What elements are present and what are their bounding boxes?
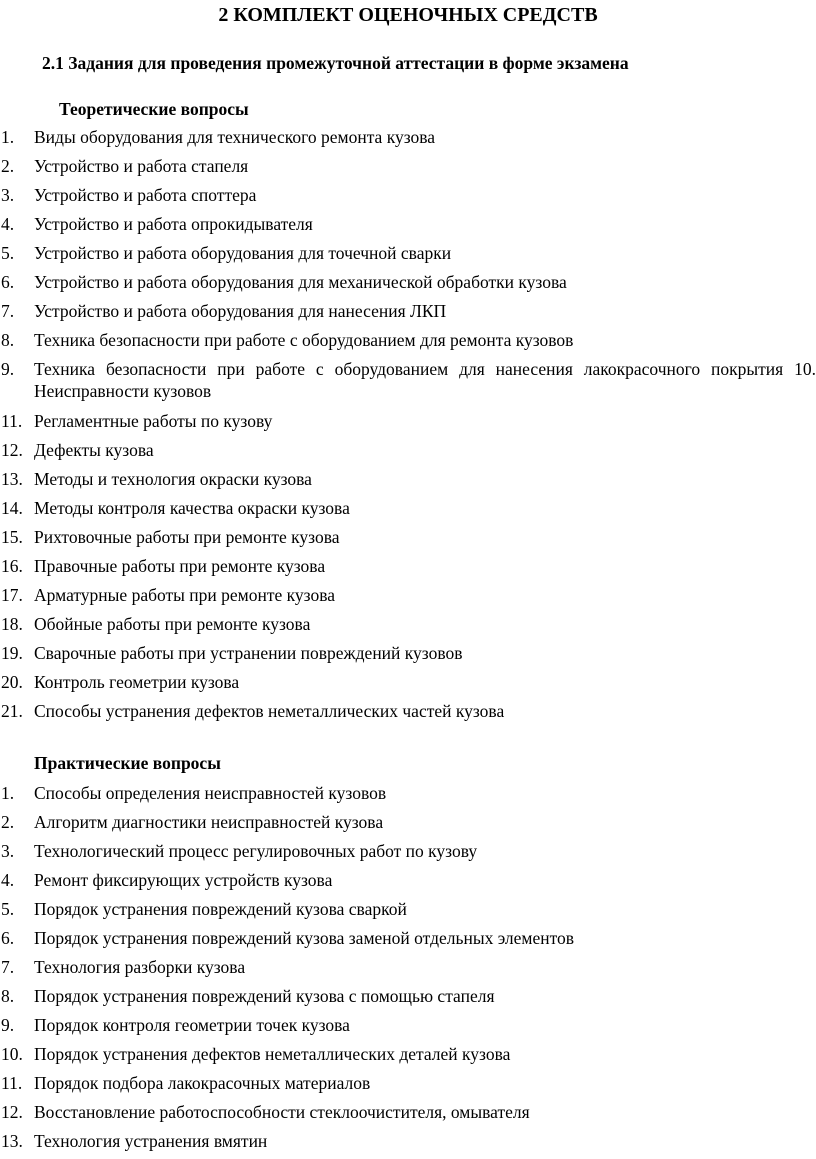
list-item-number: 11. — [1, 1073, 23, 1093]
list-item — [0, 642, 816, 671]
list-item-text: Порядок устранения повреждений кузова заменой отдельных элементов — [34, 928, 575, 948]
list-item-text: Порядок устранения дефектов неметаллических деталей кузова — [34, 1044, 511, 1064]
list-item-text: Рихтовочные работы при ремонте кузова — [34, 527, 340, 547]
list-item — [0, 898, 816, 927]
list-item-text: Регламентные работы по кузову — [34, 411, 273, 431]
list-item-number: 2. — [1, 812, 15, 832]
list-item — [0, 555, 816, 584]
list-item — [0, 526, 816, 555]
list-item-number: 13. — [1, 1131, 23, 1151]
list-item-text: Порядок контроля геометрии точек кузова — [34, 1015, 350, 1035]
list-item-text: Дефекты кузова — [34, 440, 154, 460]
list-item-number: 3. — [1, 185, 15, 205]
list-item-text: Методы контроля качества окраски кузова — [34, 498, 350, 518]
list-item — [0, 497, 816, 526]
list-item-number: 17. — [1, 585, 23, 605]
list-item-number: 18. — [1, 614, 23, 634]
list-item-number: 12. — [1, 440, 23, 460]
list-item — [0, 1130, 816, 1159]
list-item — [0, 782, 816, 811]
list-item — [0, 213, 816, 242]
list-item-number: 1. — [1, 783, 15, 803]
list-item-text: Порядок устранения повреждений кузова сваркой — [34, 899, 407, 919]
list-item-number: 14. — [1, 498, 23, 518]
list-item-number: 19. — [1, 643, 23, 663]
list-item — [0, 155, 816, 184]
list-item-text: Ремонт фиксирующих устройств кузова — [34, 870, 333, 890]
list-item — [0, 410, 816, 439]
list-item — [0, 300, 816, 329]
list-item-text: Способы устранения дефектов неметаллических частей кузова — [34, 701, 505, 721]
list-item-text: Порядок устранения повреждений кузова с помощью стапеля — [34, 986, 495, 1006]
list-item-number: 9. — [1, 1015, 15, 1035]
list-item-number: 6. — [1, 272, 15, 292]
list-item — [0, 1072, 816, 1101]
list-item-number: 8. — [1, 330, 15, 350]
list-item — [0, 271, 816, 300]
list-item-number: 13. — [1, 469, 23, 489]
list-item — [0, 840, 816, 869]
list-item — [0, 671, 816, 700]
list-item-text: Правочные работы при ремонте кузова — [34, 556, 326, 576]
list-item-number: 5. — [1, 243, 15, 263]
list-item — [0, 358, 816, 410]
list-item-text: Методы и технология окраски кузова — [34, 469, 312, 489]
section-subtitle: 2.1 Задания для проведения промежуточной аттестации в форме экзамена — [42, 53, 629, 73]
list-item-text: Алгоритм диагностики неисправностей кузова — [34, 812, 384, 832]
list-item — [0, 439, 816, 468]
list-item — [0, 1101, 816, 1130]
list-item-text: Устройство и работа оборудования для нанесения ЛКП — [34, 301, 447, 321]
list-item — [0, 329, 816, 358]
list-item-number: 16. — [1, 556, 23, 576]
list-item-number: 5. — [1, 899, 15, 919]
list-item-number: 6. — [1, 928, 15, 948]
list-item — [0, 613, 816, 642]
list-item-text: Устройство и работа оборудования для механической обработки кузова — [34, 272, 567, 292]
list-item — [0, 927, 816, 956]
list-item-text: Контроль геометрии кузова — [34, 672, 240, 692]
list-item-number: 11. — [1, 411, 23, 431]
list-item-text: Восстановление работоспособности стеклоочистителя, омывателя — [34, 1102, 530, 1122]
list-item-text: Технология разборки кузова — [34, 957, 246, 977]
list-item-text: Устройство и работа опрокидывателя — [34, 214, 313, 234]
list-item — [0, 811, 816, 840]
list-item-number: 9. — [1, 359, 15, 379]
list-item-text: Сварочные работы при устранении повреждений кузовов — [34, 643, 463, 663]
list-item — [0, 184, 816, 213]
list-item — [0, 869, 816, 898]
list-item — [0, 956, 816, 985]
list-item-number: 8. — [1, 986, 15, 1006]
list-item-text: Устройство и работа оборудования для точечной сварки — [34, 243, 452, 263]
list-item — [0, 126, 816, 155]
document-title: 2 КОМПЛЕКТ ОЦЕНОЧНЫХ СРЕДСТВ — [218, 4, 598, 26]
list-item-number: 2. — [1, 156, 15, 176]
list-item — [0, 584, 816, 613]
list-item — [0, 1043, 816, 1072]
list-item-number: 20. — [1, 672, 23, 692]
list-item-text: Способы определения неисправностей кузовов — [34, 783, 387, 803]
list-item-number: 1. — [1, 127, 15, 147]
list-item-number: 7. — [1, 957, 15, 977]
list-item-text: Обойные работы при ремонте кузова — [34, 614, 311, 634]
list-item — [0, 242, 816, 271]
list-item-text: Техника безопасности при работе с оборудованием для ремонта кузовов — [34, 330, 574, 350]
list-item-text: Устройство и работа стапеля — [34, 156, 249, 176]
list-item-number: 21. — [1, 701, 23, 721]
list-item-text: Технологический процесс регулировочных работ по кузову — [34, 841, 478, 861]
list-item-number: 3. — [1, 841, 15, 861]
list-item-number: 4. — [1, 214, 15, 234]
practice-heading: Практические вопросы — [34, 753, 221, 773]
list-item-text: Техника безопасности при работе с оборудованием для нанесения лакокрасочного покрытия 10. Неисправности кузовов — [34, 359, 816, 401]
list-item-text: Устройство и работа споттера — [34, 185, 257, 205]
list-item — [0, 985, 816, 1014]
list-item-number: 10. — [1, 1044, 23, 1064]
list-item — [0, 700, 816, 729]
list-item-text: Технология устранения вмятин — [34, 1131, 268, 1151]
list-item-number: 7. — [1, 301, 15, 321]
list-item-text: Виды оборудования для технического ремонта кузова — [34, 127, 436, 147]
theory-heading: Теоретические вопросы — [59, 99, 249, 119]
list-item-number: 15. — [1, 527, 23, 547]
list-item-number: 4. — [1, 870, 15, 890]
list-item-text: Арматурные работы при ремонте кузова — [34, 585, 336, 605]
list-item-number: 12. — [1, 1102, 23, 1122]
list-item-text: Порядок подбора лакокрасочных материалов — [34, 1073, 371, 1093]
list-item — [0, 1014, 816, 1043]
list-item — [0, 468, 816, 497]
